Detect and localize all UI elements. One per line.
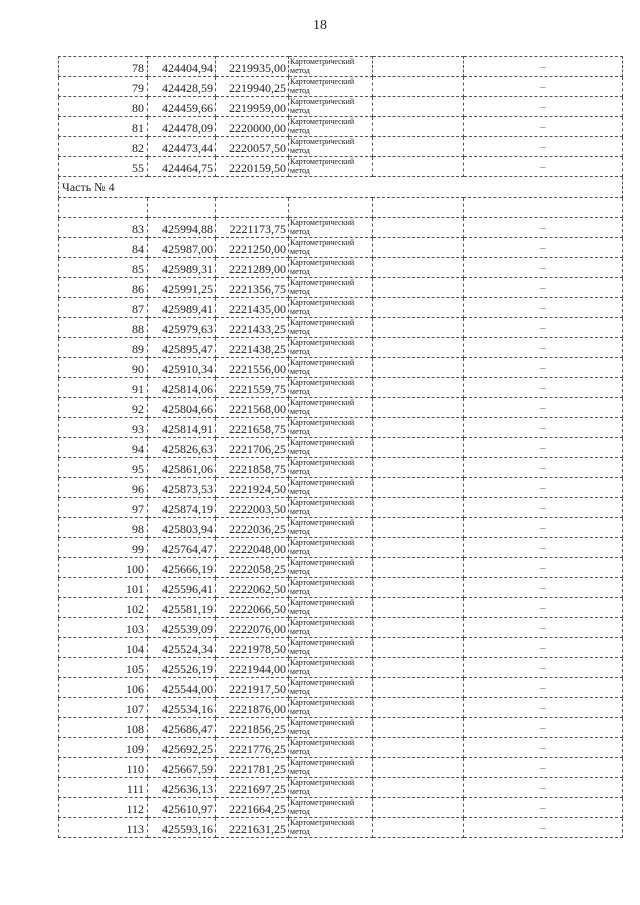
dash-cell: –	[464, 218, 623, 238]
dash-cell: –	[464, 97, 623, 117]
coord-y: 2219935,00	[216, 57, 289, 77]
method-cell: Картометрический метод	[289, 57, 373, 77]
table-row	[59, 137, 623, 157]
method-cell: Картометрический метод	[289, 818, 373, 838]
dash-cell: –	[464, 798, 623, 818]
method-cell: Картометрический метод	[289, 658, 373, 678]
coord-x: 424464,75	[148, 157, 216, 177]
table-row	[59, 798, 623, 818]
point-number: 103	[59, 618, 148, 638]
coord-x: 425686,47	[148, 718, 216, 738]
table-row	[59, 398, 623, 418]
dash-cell: –	[464, 718, 623, 738]
empty-cell	[373, 318, 464, 338]
coord-y: 2221556,00	[216, 358, 289, 378]
method-cell: Картометрический метод	[289, 378, 373, 398]
empty-cell	[373, 478, 464, 498]
empty-cell	[373, 778, 464, 798]
coord-x: 425667,59	[148, 758, 216, 778]
dash-cell: –	[464, 658, 623, 678]
empty-cell	[373, 378, 464, 398]
point-number: 111	[59, 778, 148, 798]
table-row	[59, 238, 623, 258]
method-cell: Картометрический метод	[289, 458, 373, 478]
method-cell: Картометрический метод	[289, 638, 373, 658]
method-cell: Картометрический метод	[289, 438, 373, 458]
method-cell: Картометрический метод	[289, 538, 373, 558]
empty-cell	[373, 618, 464, 638]
coord-y: 2220057,50	[216, 137, 289, 157]
coord-y: 2221568,00	[216, 398, 289, 418]
coord-x: 425764,47	[148, 538, 216, 558]
table-row	[59, 338, 623, 358]
coord-y: 2221697,25	[216, 778, 289, 798]
dash-cell: –	[464, 338, 623, 358]
coord-y: 2221664,25	[216, 798, 289, 818]
method-cell: Картометрический метод	[289, 678, 373, 698]
point-number: 110	[59, 758, 148, 778]
empty-cell	[373, 678, 464, 698]
empty-cell	[373, 398, 464, 418]
coord-x: 425991,25	[148, 278, 216, 298]
coord-x: 425610,97	[148, 798, 216, 818]
table-row	[59, 598, 623, 618]
coord-x: 425895,47	[148, 338, 216, 358]
dash-cell: –	[464, 738, 623, 758]
point-number: 112	[59, 798, 148, 818]
dash-cell: –	[464, 398, 623, 418]
coord-y: 2221356,75	[216, 278, 289, 298]
table-row	[59, 97, 623, 117]
method-cell: Картометрический метод	[289, 278, 373, 298]
coord-y: 2222062,50	[216, 578, 289, 598]
empty-cell	[373, 97, 464, 117]
empty-cell	[373, 638, 464, 658]
empty-cell	[373, 338, 464, 358]
empty-cell	[373, 298, 464, 318]
point-number: 95	[59, 458, 148, 478]
coord-y: 2221706,25	[216, 438, 289, 458]
dash-cell: –	[464, 137, 623, 157]
point-number: 90	[59, 358, 148, 378]
coord-y: 2221781,25	[216, 758, 289, 778]
table-row	[59, 218, 623, 238]
empty-cell	[373, 278, 464, 298]
method-cell: Картометрический метод	[289, 97, 373, 117]
dash-cell: –	[464, 618, 623, 638]
empty-cell	[373, 558, 464, 578]
table-row	[59, 358, 623, 378]
empty-cell	[373, 438, 464, 458]
point-number: 82	[59, 137, 148, 157]
method-cell: Картометрический метод	[289, 798, 373, 818]
coord-x: 424478,09	[148, 117, 216, 137]
dash-cell: –	[464, 558, 623, 578]
coord-y: 2221978,50	[216, 638, 289, 658]
table-row	[59, 157, 623, 177]
empty-cell	[373, 77, 464, 97]
point-number: 86	[59, 278, 148, 298]
empty-cell	[373, 538, 464, 558]
table-row	[59, 77, 623, 97]
dash-cell: –	[464, 238, 623, 258]
empty-cell	[373, 498, 464, 518]
coord-x: 425873,53	[148, 478, 216, 498]
table-section-part-header	[59, 177, 623, 218]
point-number: 100	[59, 558, 148, 578]
coord-y: 2221250,00	[216, 238, 289, 258]
empty-cell	[373, 698, 464, 718]
point-number: 91	[59, 378, 148, 398]
point-number: 89	[59, 338, 148, 358]
table-row	[59, 638, 623, 658]
method-cell: Картометрический метод	[289, 618, 373, 638]
coord-y: 2222036,25	[216, 518, 289, 538]
coord-x: 425544,00	[148, 678, 216, 698]
point-number: 109	[59, 738, 148, 758]
method-cell: Картометрический метод	[289, 117, 373, 137]
coord-x: 425979,63	[148, 318, 216, 338]
coord-x: 425593,16	[148, 818, 216, 838]
table-row	[59, 578, 623, 598]
dash-cell: –	[464, 518, 623, 538]
coord-x: 424428,59	[148, 77, 216, 97]
dash-cell: –	[464, 117, 623, 137]
table-row	[59, 518, 623, 538]
empty-cell	[373, 157, 464, 177]
method-cell: Картометрический метод	[289, 398, 373, 418]
dash-cell: –	[464, 678, 623, 698]
method-cell: Картометрический метод	[289, 738, 373, 758]
table-row	[59, 478, 623, 498]
coord-y: 2221944,00	[216, 658, 289, 678]
coord-y: 2221435,00	[216, 298, 289, 318]
table-row	[59, 498, 623, 518]
table-section-part-4	[59, 218, 623, 838]
method-cell: Картометрический метод	[289, 338, 373, 358]
table-row	[59, 418, 623, 438]
coord-x: 425910,34	[148, 358, 216, 378]
coord-x: 425989,41	[148, 298, 216, 318]
point-number: 88	[59, 318, 148, 338]
table-row	[59, 618, 623, 638]
coord-x: 425861,06	[148, 458, 216, 478]
coord-y: 2220159,50	[216, 157, 289, 177]
dash-cell: –	[464, 298, 623, 318]
coord-x: 425874,19	[148, 498, 216, 518]
coord-y: 2222058,25	[216, 558, 289, 578]
method-cell: Картометрический метод	[289, 77, 373, 97]
empty-cell	[373, 137, 464, 157]
empty-cell	[373, 418, 464, 438]
coord-x: 425814,06	[148, 378, 216, 398]
coord-x: 425987,00	[148, 238, 216, 258]
empty-cell	[373, 238, 464, 258]
method-cell: Картометрический метод	[289, 157, 373, 177]
table-row	[59, 538, 623, 558]
coord-x: 425534,16	[148, 698, 216, 718]
point-number: 98	[59, 518, 148, 538]
point-number: 106	[59, 678, 148, 698]
point-number: 107	[59, 698, 148, 718]
coord-x: 425524,34	[148, 638, 216, 658]
coord-y: 2221924,50	[216, 478, 289, 498]
point-number: 104	[59, 638, 148, 658]
empty-cell	[373, 758, 464, 778]
table-row	[59, 738, 623, 758]
empty-cell	[373, 218, 464, 238]
dash-cell: –	[464, 318, 623, 338]
method-cell: Картометрический метод	[289, 758, 373, 778]
coord-y: 2221876,00	[216, 698, 289, 718]
point-number: 92	[59, 398, 148, 418]
coord-x: 425826,63	[148, 438, 216, 458]
dash-cell: –	[464, 758, 623, 778]
empty-cell	[373, 818, 464, 838]
point-number: 96	[59, 478, 148, 498]
empty-cell	[373, 458, 464, 478]
dash-cell: –	[464, 498, 623, 518]
coord-x: 425581,19	[148, 598, 216, 618]
coord-x: 425804,66	[148, 398, 216, 418]
coord-y: 2221173,75	[216, 218, 289, 238]
page-number: 18	[313, 18, 327, 33]
empty-row	[59, 198, 623, 218]
coord-x: 425666,19	[148, 558, 216, 578]
table-row	[59, 57, 623, 77]
method-cell: Картометрический метод	[289, 498, 373, 518]
method-cell: Картометрический метод	[289, 558, 373, 578]
coord-y: 2220000,00	[216, 117, 289, 137]
table-row	[59, 758, 623, 778]
table-row	[59, 117, 623, 137]
method-cell: Картометрический метод	[289, 698, 373, 718]
empty-cell	[373, 358, 464, 378]
coord-y: 2221438,25	[216, 338, 289, 358]
coord-x: 424459,66	[148, 97, 216, 117]
coord-x: 424473,44	[148, 137, 216, 157]
coord-y: 2222066,50	[216, 598, 289, 618]
coord-y: 2222076,00	[216, 618, 289, 638]
method-cell: Картометрический метод	[289, 238, 373, 258]
table-row	[59, 458, 623, 478]
point-number: 78	[59, 57, 148, 77]
dash-cell: –	[464, 358, 623, 378]
coord-y: 2221776,25	[216, 738, 289, 758]
dash-cell: –	[464, 698, 623, 718]
coord-x: 425526,19	[148, 658, 216, 678]
dash-cell: –	[464, 478, 623, 498]
point-number: 108	[59, 718, 148, 738]
table-section-part-3	[59, 57, 623, 177]
table-row	[59, 818, 623, 838]
table-row	[59, 678, 623, 698]
table-row	[59, 258, 623, 278]
table-row	[59, 718, 623, 738]
empty-cell	[373, 518, 464, 538]
coord-x: 425636,13	[148, 778, 216, 798]
empty-cell	[373, 117, 464, 137]
point-number: 80	[59, 97, 148, 117]
coordinates-table	[58, 56, 623, 838]
dash-cell: –	[464, 157, 623, 177]
method-cell: Картометрический метод	[289, 218, 373, 238]
coord-x: 425814,91	[148, 418, 216, 438]
coord-y: 2221858,75	[216, 458, 289, 478]
point-number: 94	[59, 438, 148, 458]
dash-cell: –	[464, 458, 623, 478]
coord-y: 2222003,50	[216, 498, 289, 518]
empty-cell	[373, 718, 464, 738]
point-number: 93	[59, 418, 148, 438]
point-number: 79	[59, 77, 148, 97]
coord-y: 2221631,25	[216, 818, 289, 838]
method-cell: Картометрический метод	[289, 578, 373, 598]
coord-y: 2219940,25	[216, 77, 289, 97]
method-cell: Картометрический метод	[289, 598, 373, 618]
coord-y: 2221856,25	[216, 718, 289, 738]
dash-cell: –	[464, 418, 623, 438]
table-row	[59, 318, 623, 338]
part-label: Часть № 4	[59, 177, 623, 198]
point-number: 85	[59, 258, 148, 278]
point-number: 81	[59, 117, 148, 137]
dash-cell: –	[464, 638, 623, 658]
part-header-row	[59, 177, 623, 198]
dash-cell: –	[464, 438, 623, 458]
table-row	[59, 778, 623, 798]
dash-cell: –	[464, 77, 623, 97]
coord-x: 425803,94	[148, 518, 216, 538]
table-row	[59, 298, 623, 318]
dash-cell: –	[464, 578, 623, 598]
coord-x: 425596,41	[148, 578, 216, 598]
coord-x: 425692,25	[148, 738, 216, 758]
coord-y: 2222048,00	[216, 538, 289, 558]
coord-y: 2221289,00	[216, 258, 289, 278]
point-number: 83	[59, 218, 148, 238]
method-cell: Картометрический метод	[289, 298, 373, 318]
method-cell: Картометрический метод	[289, 778, 373, 798]
empty-cell	[373, 598, 464, 618]
table-row	[59, 438, 623, 458]
dash-cell: –	[464, 538, 623, 558]
coord-y: 2219959,00	[216, 97, 289, 117]
dash-cell: –	[464, 57, 623, 77]
coord-x: 425539,09	[148, 618, 216, 638]
point-number: 55	[59, 157, 148, 177]
coord-y: 2221658,75	[216, 418, 289, 438]
point-number: 87	[59, 298, 148, 318]
empty-cell	[373, 258, 464, 278]
table-row	[59, 278, 623, 298]
dash-cell: –	[464, 278, 623, 298]
coord-x: 425989,31	[148, 258, 216, 278]
method-cell: Картометрический метод	[289, 358, 373, 378]
table-row	[59, 698, 623, 718]
point-number: 101	[59, 578, 148, 598]
method-cell: Картометрический метод	[289, 518, 373, 538]
method-cell: Картометрический метод	[289, 258, 373, 278]
table-row	[59, 558, 623, 578]
dash-cell: –	[464, 598, 623, 618]
empty-cell	[373, 578, 464, 598]
coord-y: 2221917,50	[216, 678, 289, 698]
point-number: 84	[59, 238, 148, 258]
coord-y: 2221559,75	[216, 378, 289, 398]
method-cell: Картометрический метод	[289, 718, 373, 738]
method-cell: Картометрический метод	[289, 318, 373, 338]
coord-x: 424404,94	[148, 57, 216, 77]
method-cell: Картометрический метод	[289, 478, 373, 498]
dash-cell: –	[464, 818, 623, 838]
method-cell: Картометрический метод	[289, 137, 373, 157]
table-row	[59, 658, 623, 678]
empty-cell	[373, 798, 464, 818]
point-number: 97	[59, 498, 148, 518]
point-number: 99	[59, 538, 148, 558]
point-number: 105	[59, 658, 148, 678]
dash-cell: –	[464, 778, 623, 798]
point-number: 102	[59, 598, 148, 618]
empty-cell	[373, 738, 464, 758]
point-number: 113	[59, 818, 148, 838]
dash-cell: –	[464, 378, 623, 398]
table-row	[59, 378, 623, 398]
dash-cell: –	[464, 258, 623, 278]
empty-cell	[373, 57, 464, 77]
method-cell: Картометрический метод	[289, 418, 373, 438]
coord-y: 2221433,25	[216, 318, 289, 338]
empty-cell	[373, 658, 464, 678]
coord-x: 425994,88	[148, 218, 216, 238]
